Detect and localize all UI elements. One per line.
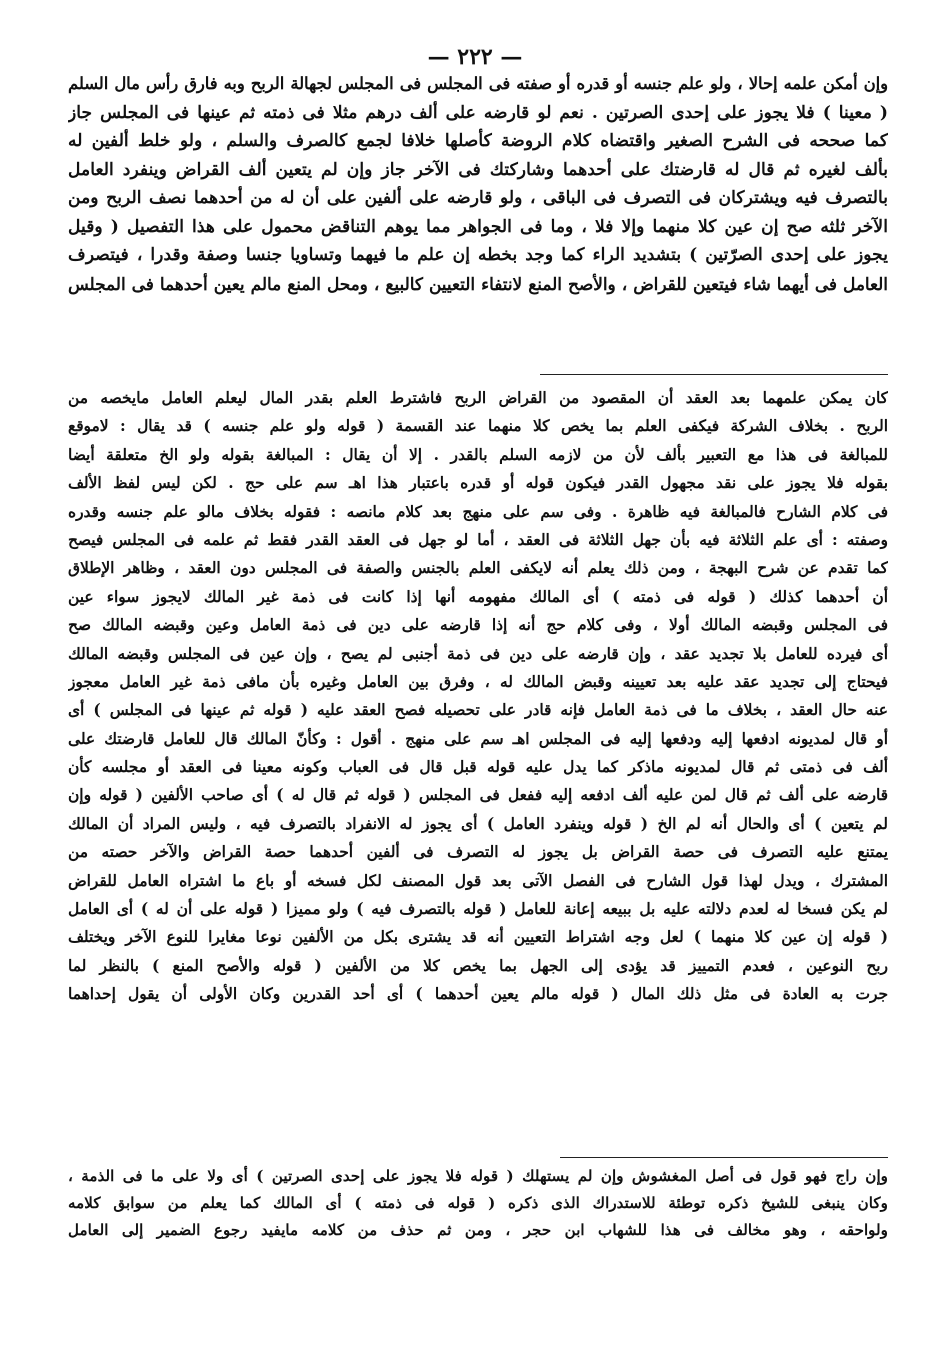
commentary-line: أو قال لمديونه ادفعها إليه ودفعها إليه فى المجلس اهـ سم على منهج . أقول : وكأنّ المالك قال للعامل قارضتك على: [68, 729, 888, 748]
commentary-line: يمتنع عليه التصرف فى حصة القراض بل يجوز له التصرف فى ألفين أحدهما حصة القراض والآخر حصته من: [68, 843, 888, 862]
footnote-line: ولواحقه ، وهو مخالف فى هذا للشهاب ابن حجر ، ومن ثم حذف من كلامه مايفيد رجوع الضمير إلى العامل: [68, 1221, 888, 1239]
main-text-line: وإن أمكن علمه إحالا ، ولو علم جنسه أو قدره أو صفته فى المجلس فى المجلس لجهالة الربح وبه فارق رأس مال السلم: [68, 74, 888, 93]
commentary-line: الربح . بخلاف الشركة فيكفى العلم بما يخص كلا منهما عند القسمة ( قوله ولو علم جنسه ) قد يقال : لاموقع: [68, 417, 888, 436]
commentary-line: كان يمكن علمهما بعد العقد أن المقصود من القراض الربح فاشترط العلم بقدر المال ليعلم العامل مايخصه من: [68, 389, 888, 407]
main-text-line: بالتصرف فيه ويشتركان فى التصرف فى الباقى ، ولو قارضه على ألفين على أن له من أحدهما نصف الربح ومن: [68, 188, 888, 208]
commentary-text: [68, 384, 888, 1009]
main-text-line: الآخر ثلثه صح إن عين كلا منهما وإلا فلا ، وما فى الجواهر مما يوهم التناقض محمول على هذا التفصيل ( وقيل: [68, 216, 888, 237]
main-text-line: كما صححه فى الشرح الصغير واقتضاه كلام الروضة كأصلها خلافا لجمع كالصرف والسلم ، ولو خلط ألفين له: [68, 131, 888, 151]
footnotes: [68, 1163, 888, 1244]
footnote-line: وإن راج فهو قول فى أصل المغشوش وإن لم يستهلك ( قوله فلا يجوز على إحدى الصرتين ) أى ولا على ما فى الذمة ،: [68, 1167, 888, 1185]
commentary-line: فى المجلس وقبضه المالك أولا ، وفى كلام حج أنه إذا قارضه على دين فى ذمة العامل وعين وقبضه المالك صح: [68, 616, 888, 635]
commentary-line: ألف فى ذمتى ثم قال لمديونه ماذكر كما يدل عليه قوله قبل قال فى العباب وكونه معينا فى العقد أو مجلسه كأن: [68, 758, 888, 777]
commentary-line: ( قوله إن عين كلا منهما ) لعل وجه اشتراط التعيين أنه قد يشترى بكل من الألفين نوعا مغايرا للنوع الآخر ويختلف: [68, 928, 888, 947]
main-text-line: بألف لغيره ثم قال له قارضتك على أحدهما وشاركتك فى الآخر جاز وإن لم يتعين ألف القراض وينفرد العامل: [68, 159, 888, 180]
section-divider-rule: [540, 374, 888, 375]
commentary-line: وصفته : أى علم الثلاثة فيه بأن جهل الثلاثة فى العقد ، أما لو جهل فى العقد القدر فقط ثم علمه فى المجلس فيصح: [68, 530, 888, 549]
commentary-line: جرت به العادة فى مثل ذلك المال ( قوله مالم يعين أحدهما ) أى أحد القدرين وكان الأولى أن يقول إحداهما: [68, 985, 888, 1004]
main-text-line: ( معينا ) فلا يجوز على إحدى الصرتين . نعم لو قارضه على ألف درهم مثلا فى ذمته ثم عينها فى المجلس جاز: [68, 102, 888, 123]
commentary-line: أن أحدهما كذلك ( قوله فى ذمته ) أى المالك مفهومه أنها إذا كانت فى ذمة غير المالك لايجوز سواء عين: [68, 587, 888, 606]
commentary-line: للمبالغة فى هذا مع التعبير بألف لأن من لازمه السلم بالقدر . إلا أن يقال : المبالغة بقوله ولو الخ متعلقة أيضا: [68, 445, 888, 464]
commentary-line: ربح النوعين ، فعدم التمييز قد يؤدى إلى الجهل بما يخص كلا من الألفين ( قوله والأصح المنع ) بالنظر لما: [68, 956, 888, 975]
footnote-line: وكان ينبغى للشيخ ذكره توطئة للاستدراك الذى ذكره ( قوله فى ذمته ) أى المالك كما يعلم من سوابق كلامه: [68, 1194, 888, 1212]
main-text: [68, 70, 888, 298]
commentary-line: فيحتاج إلى تجديد عقد عليه بعد تعيينه وقبض المالك له ، وفرق بين العامل وغيره بأن مافى ذمة غير العامل معجوز: [68, 672, 888, 691]
commentary-line: فى كلام الشارح فالمبالغة فيه ظاهرة . وفى سم على منهج بعد كلام مانصه : فقوله بخلاف مالو علم جنسه وقدره: [68, 502, 888, 521]
commentary-line: لم يكن فسخا له لعدم دلالته عليه بل ببيعه إعانة للعامل ( قوله بالتصرف فيه ) ولو مميزا ( قوله على أن له ) أى العامل: [68, 900, 888, 919]
commentary-line: لم يتعين ) أى والحال أنه لم الخ ( قوله وينفرد العامل ) أى يجوز له الانفراد بالتصرف فيه ، وليس المراد أن المالك: [68, 814, 888, 833]
footnote-divider-rule: [560, 1157, 888, 1158]
commentary-line: أى فيرده للعامل بلا تجديد عقد ، وإن قارضه على دين فى ذمة أجنبى لم يصح ، وإن عين فى المجلس وقبضه المالك: [68, 644, 888, 663]
main-text-line: يجوز على إحدى الصرّتين ) بتشديد الراء كما وجد بخطه إن علم ما فيهما وتساويا جنسا وصفة وقدرا ، فيتصرف: [68, 245, 888, 265]
main-text-line: العامل فى أيهما شاء فيتعين للقراض ، والأصح المنع لانتفاء التعيين كالبيع ، ومحل المنع مالم يعين أحدهما فى المجلس: [68, 273, 888, 294]
commentary-line: كما تقدم عن شرح البهجة ، ومن ذلك يعلم أنه لايكفى العلم بالجنس والصفة فى المجلس دون العقد ، وظاهر الإطلاق: [68, 559, 888, 578]
commentary-line: المشترك ، ويدل لهذا قول الشارح فى الفصل الآتى بعد قول المصنف لكل فسخه أو باع ما اشتراه العامل للقراض: [68, 871, 888, 890]
commentary-line: قارضه على ألف ثم قال لمن عليه ألف ادفعه إليه ففعل فى المجلس ( قوله ثم قال له ) أى صاحب الألفين ( قوله وإن: [68, 786, 888, 805]
page-number: — ٢٢٢ —: [427, 44, 523, 70]
commentary-line: عنه حال العقد ، بخلاف ما فى ذمة العامل فإنه قادر على تحصيله فصح العقد عليه ( قوله ثم عينها فى المجلس ) أى: [68, 701, 888, 720]
commentary-line: بقوله فلا يجوز على نقد مجهول القدر فيكون قوله أو قدره باعتبار هذا اهـ سم على حج . لكن ليس لفظ الألف: [68, 474, 888, 493]
